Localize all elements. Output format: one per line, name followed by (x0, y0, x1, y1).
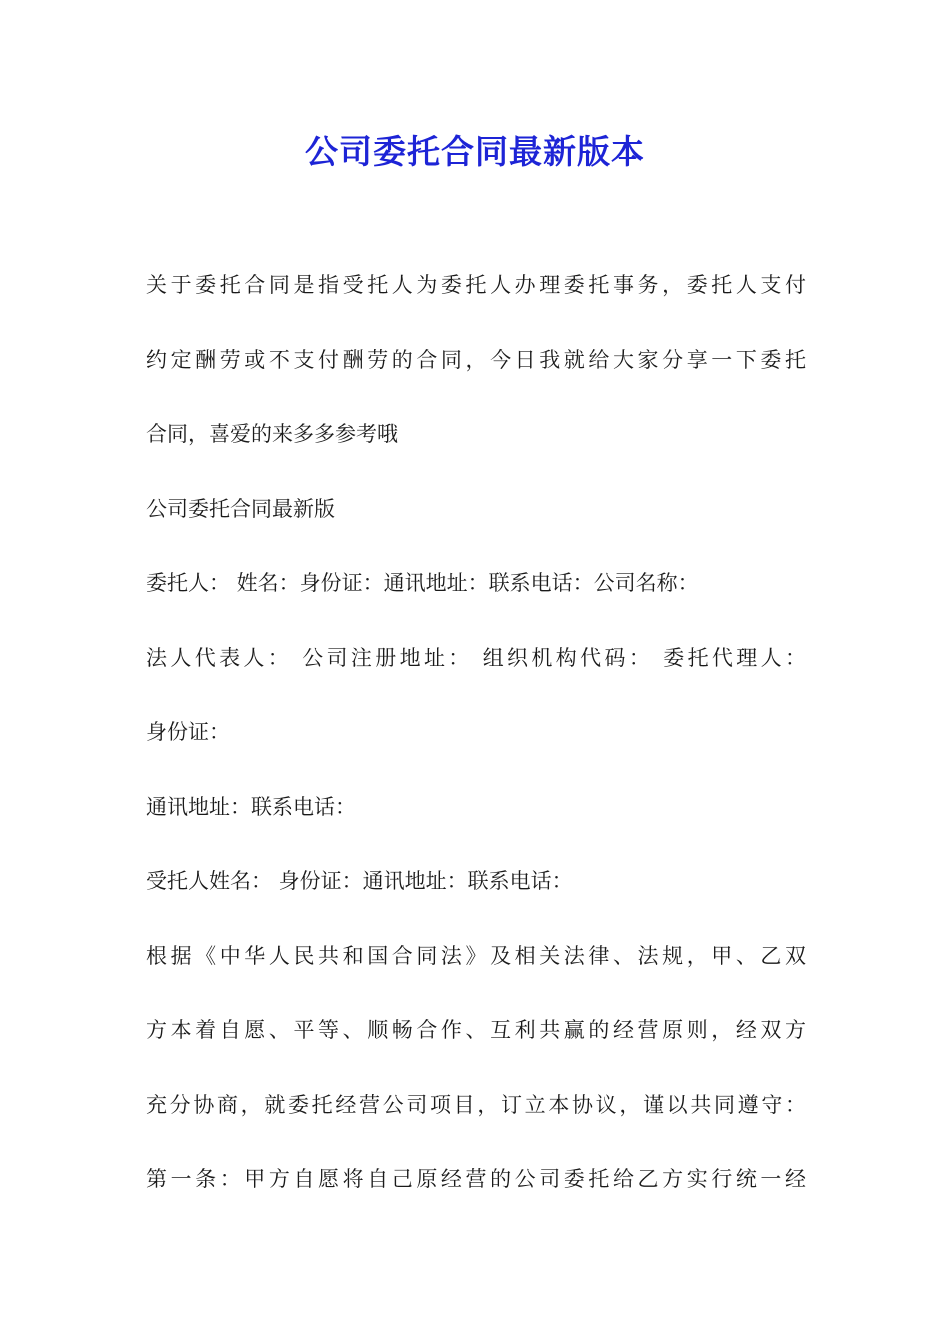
paragraph-line: 约定酬劳或不支付酬劳的合同，今日我就给大家分享一下委托 (146, 347, 806, 372)
field-line: 委托人： 姓名：身份证：通讯地址：联系电话：公司名称： (146, 571, 699, 595)
paragraph-line: 合同，喜爱的来多多参考哦 (146, 422, 398, 446)
paragraph-line: 方本着自愿、平等、顺畅合作、互利共赢的经营原则，经双方 (146, 1018, 806, 1042)
document-body (146, 260, 806, 1229)
field-line: 通讯地址：联系电话： (146, 794, 356, 819)
section-heading: 公司委托合同最新版 (146, 496, 335, 521)
paragraph-line: 关于委托合同是指受托人为委托人办理委托事务，委托人支付 (146, 273, 806, 297)
field-line: 身份证： (146, 720, 230, 744)
paragraph-line: 第一条：甲方自愿将自己原经营的公司委托给乙方实行统一经 (146, 1167, 806, 1191)
paragraph-line: 根据《中华人民共和国合同法》及相关法律、法规，甲、乙双 (146, 943, 806, 968)
paragraph-line: 充分协商，就委托经营公司项目，订立本协议，谨以共同遵守： (146, 1092, 806, 1117)
field-line: 受托人姓名： 身份证：通讯地址：联系电话： (146, 869, 573, 893)
document-title: 公司委托合同最新版本 (305, 132, 645, 171)
field-line: 法人代表人： 公司注册地址： 组织机构代码： 委托代理人： (146, 645, 806, 670)
